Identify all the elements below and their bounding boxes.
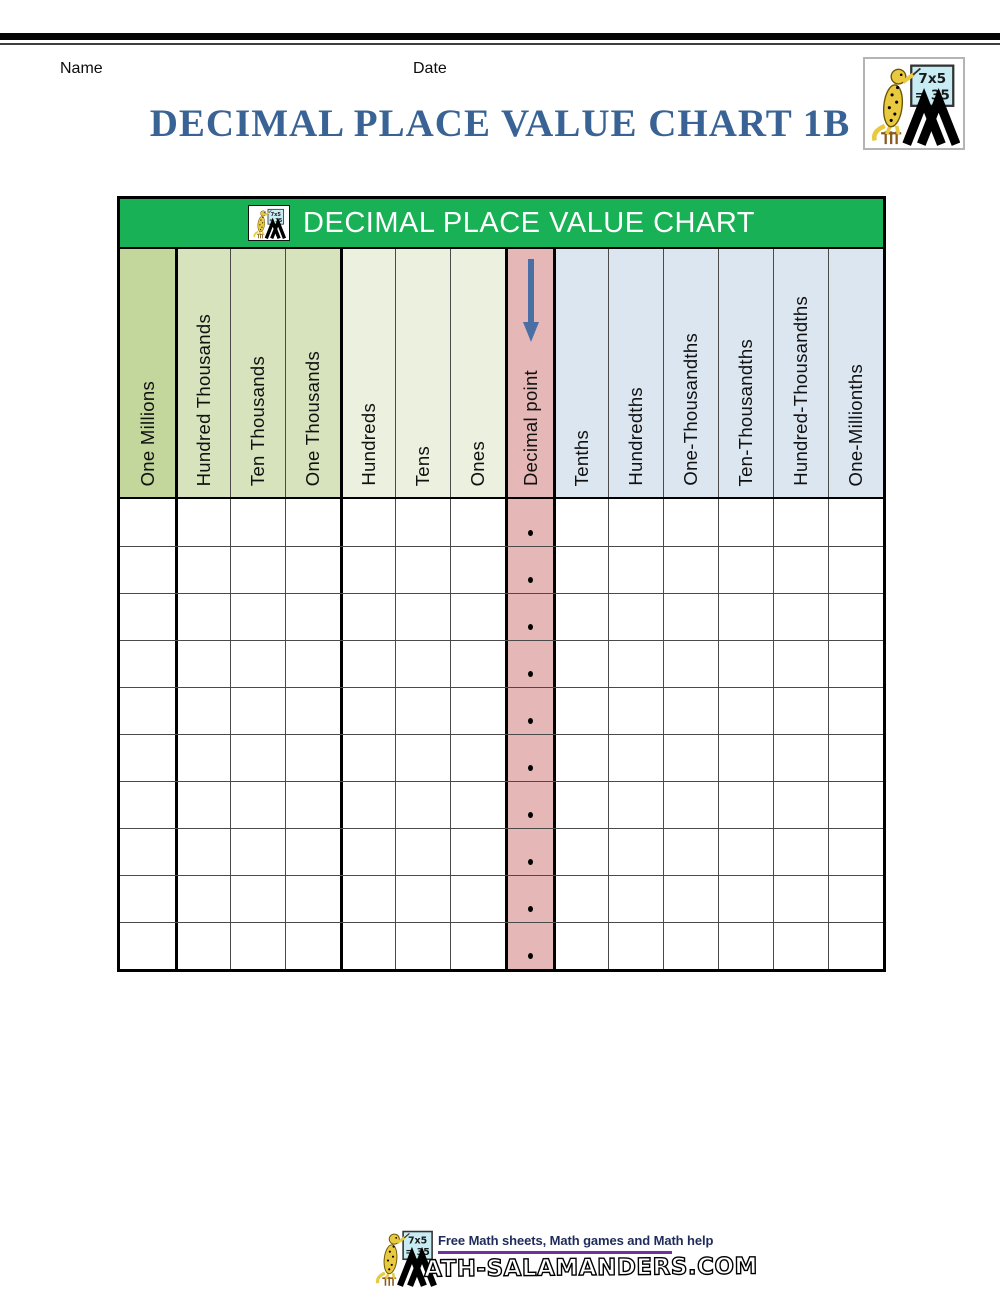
grid-cell [718,782,773,828]
grid-cell [828,735,883,781]
table-row [120,922,883,969]
grid-cell [230,923,285,969]
column-header-tens [395,249,450,497]
grid-cell [773,499,828,546]
page-title: DECIMAL PLACE VALUE CHART 1B [149,102,851,145]
grid-cell [120,829,175,875]
grid-cell [340,876,395,922]
grid-cell [608,547,663,593]
decimal-point-dot [528,906,533,912]
grid-cell [718,688,773,734]
grid-cell [175,547,230,593]
table-row [120,875,883,922]
column-header-one-millionths [828,249,883,497]
grid-cell [175,735,230,781]
grid-cell [663,641,718,687]
column-header-label: Decimal point [519,370,541,486]
grid-cell [718,594,773,640]
grid-cell [175,499,230,546]
column-header-hundred-thousandths [773,249,828,497]
grid-cell [340,594,395,640]
grid-cell [828,547,883,593]
grid-cell [663,876,718,922]
decimal-point-dot [528,812,533,818]
grid-cell [395,876,450,922]
decimal-point-dot [528,953,533,959]
grid-cell [663,829,718,875]
grid-cell [120,923,175,969]
footer-site-name [424,1254,758,1283]
column-header-hundred-thousands [175,249,230,497]
table-body [120,499,883,969]
column-header-label: Hundred Thousands [193,313,215,486]
grid-cell [285,829,340,875]
grid-cell [553,688,608,734]
grid-cell [175,876,230,922]
grid-cell [773,735,828,781]
column-header-label: Hundreds [358,403,380,486]
grid-cell [120,499,175,546]
column-header-label: One-Thousandths [679,333,701,486]
footer-tagline: Free Math sheets, Math games and Math help [438,1233,714,1248]
table-row [120,687,883,734]
grid-cell [553,782,608,828]
grid-cell [285,735,340,781]
grid-cell [395,594,450,640]
grid-cell [773,641,828,687]
grid-cell [718,923,773,969]
grid-cell [773,829,828,875]
grid-cell [395,923,450,969]
grid-cell [395,735,450,781]
grid-cell [395,641,450,687]
grid-cell [828,923,883,969]
decimal-point-dot [528,577,533,583]
mini-salamander-icon [248,205,290,241]
column-header-label: Ten-Thousandths [734,338,756,486]
table-row [120,640,883,687]
grid-cell [828,829,883,875]
column-header-ten-thousandths [718,249,773,497]
grid-cell [608,735,663,781]
table-row [120,734,883,781]
grid-cell [828,688,883,734]
column-header-one-thousands [285,249,340,497]
grid-cell [718,547,773,593]
grid-cell [340,688,395,734]
grid-cell [395,782,450,828]
column-header-hundredths [608,249,663,497]
decimal-point-dot [528,530,533,536]
grid-cell [718,499,773,546]
table-title: DECIMAL PLACE VALUE CHART [303,206,755,239]
grid-cell [663,499,718,546]
decimal-point-cell [505,594,552,640]
decimal-point-dot [528,765,533,771]
grid-cell [175,594,230,640]
decimal-point-dot [528,718,533,724]
grid-cell [120,641,175,687]
column-header-hundreds [340,249,395,497]
grid-cell [230,641,285,687]
decimal-point-cell [505,641,552,687]
grid-cell [450,499,505,546]
grid-cell [230,782,285,828]
grid-cell [285,641,340,687]
grid-cell [285,547,340,593]
grid-cell [450,923,505,969]
decimal-point-cell [505,782,552,828]
decimal-point-cell [505,688,552,734]
grid-cell [773,876,828,922]
grid-cell [608,499,663,546]
grid-cell [828,499,883,546]
grid-cell [828,641,883,687]
grid-cell [553,547,608,593]
grid-cell [773,594,828,640]
decimal-point-dot [528,624,533,630]
grid-cell [175,829,230,875]
footer-divider [438,1251,672,1254]
grid-cell [663,923,718,969]
grid-cell [340,735,395,781]
table-row [120,546,883,593]
decimal-point-dot [528,859,533,865]
decimal-point-cell [505,829,552,875]
decimal-point-cell [505,923,552,969]
column-header-decimal-point [505,249,552,497]
grid-cell [285,876,340,922]
grid-cell [395,499,450,546]
column-header-label: Hundredths [624,387,646,486]
grid-cell [553,876,608,922]
grid-cell [230,829,285,875]
grid-cell [230,499,285,546]
column-header-label: Hundred-Thousandths [789,296,811,486]
table-title-bar [120,199,883,249]
grid-cell [395,547,450,593]
grid-cell [553,641,608,687]
grid-cell [120,594,175,640]
grid-cell [450,876,505,922]
grid-cell [285,688,340,734]
grid-cell [718,829,773,875]
footer-site-text: ATH-SALAMANDERS.COM [423,1253,759,1283]
grid-cell [340,641,395,687]
column-header-label: Tenths [570,429,592,486]
grid-cell [120,688,175,734]
grid-cell [120,876,175,922]
grid-cell [395,688,450,734]
grid-cell [553,499,608,546]
grid-cell [718,641,773,687]
decimal-point-cell [505,735,552,781]
grid-cell [450,688,505,734]
decimal-point-cell [505,499,552,546]
column-header-row [120,249,883,499]
name-label: Name [60,60,103,77]
grid-cell [553,594,608,640]
column-header-one-thousandths [663,249,718,497]
grid-cell [285,594,340,640]
grid-cell [340,499,395,546]
column-header-one-millions [120,249,175,497]
footer [372,1229,758,1292]
grid-cell [608,782,663,828]
grid-cell [120,782,175,828]
grid-cell [718,876,773,922]
grid-cell [773,782,828,828]
grid-cell [608,876,663,922]
grid-cell [175,782,230,828]
column-header-tenths [553,249,608,497]
decimal-point-cell [505,876,552,922]
top-double-rule [0,33,1000,45]
grid-cell [663,735,718,781]
decimal-point-cell [505,547,552,593]
grid-cell [608,923,663,969]
grid-cell [395,829,450,875]
grid-cell [230,547,285,593]
column-header-ones [450,249,505,497]
grid-cell [608,594,663,640]
column-header-label: Ones [467,440,489,486]
grid-cell [773,923,828,969]
grid-cell [663,547,718,593]
grid-cell [285,923,340,969]
grid-cell [175,688,230,734]
grid-cell [828,782,883,828]
column-header-label: One-Millionths [844,363,866,486]
table-row [120,593,883,640]
grid-cell [230,688,285,734]
grid-cell [773,688,828,734]
place-value-chart-table [117,196,886,972]
grid-cell [340,782,395,828]
grid-cell [553,829,608,875]
date-label: Date [413,60,447,77]
grid-cell [230,735,285,781]
grid-cell [773,547,828,593]
grid-cell [828,594,883,640]
column-header-label: Ten Thousands [247,355,269,486]
table-row [120,781,883,828]
grid-cell [553,735,608,781]
grid-cell [608,641,663,687]
decimal-point-dot [528,671,533,677]
grid-cell [663,688,718,734]
grid-cell [230,594,285,640]
grid-cell [285,499,340,546]
column-header-label: Tens [412,445,434,486]
grid-cell [718,735,773,781]
grid-cell [450,829,505,875]
table-row [120,499,883,546]
column-header-label: One Thousands [302,350,324,486]
grid-cell [450,735,505,781]
grid-cell [663,594,718,640]
table-row [120,828,883,875]
grid-cell [285,782,340,828]
grid-cell [340,547,395,593]
footer-text-block [424,1229,758,1281]
grid-cell [230,876,285,922]
grid-cell [340,829,395,875]
grid-cell [120,735,175,781]
grid-cell [450,782,505,828]
grid-cell [608,829,663,875]
grid-cell [175,923,230,969]
column-header-label: One Millions [136,380,158,486]
grid-cell [608,688,663,734]
grid-cell [175,641,230,687]
grid-cell [450,594,505,640]
grid-cell [450,641,505,687]
grid-cell [663,782,718,828]
grid-cell [450,547,505,593]
grid-cell [553,923,608,969]
column-header-ten-thousands [230,249,285,497]
grid-cell [340,923,395,969]
grid-cell [120,547,175,593]
decimal-point-arrow-icon [520,256,542,344]
grid-cell [828,876,883,922]
